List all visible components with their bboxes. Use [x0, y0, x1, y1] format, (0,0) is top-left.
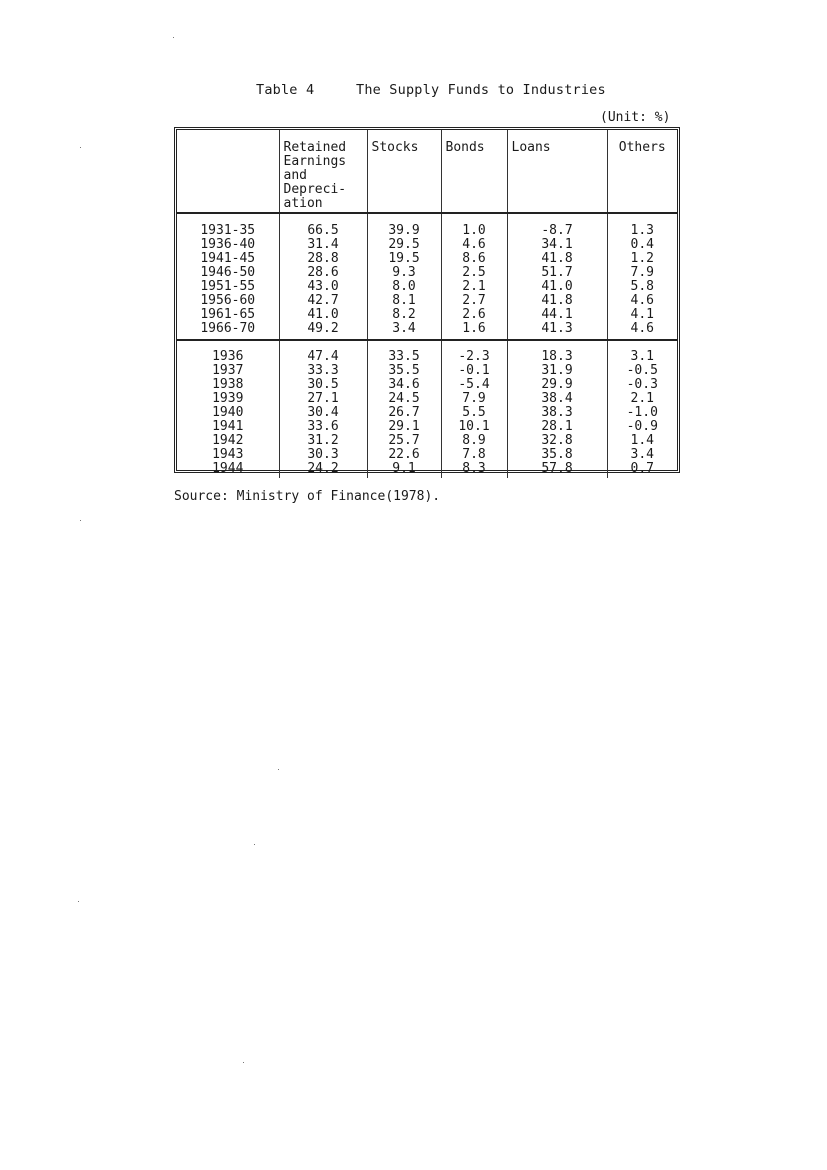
header-row — [177, 130, 677, 213]
table-row — [177, 462, 677, 478]
cell-others: 4.6 — [630, 293, 654, 308]
cell-others: 3.4 — [630, 447, 654, 462]
header-others: Others — [607, 130, 677, 213]
table-row — [177, 406, 677, 420]
cell-others: 0.7 — [630, 461, 654, 476]
cell-retained-earnings: 28.6 — [279, 266, 367, 280]
cell-bonds: 1.6 — [441, 322, 507, 340]
cell-bonds: 1.0 — [441, 213, 507, 238]
cell-others: 1.4 — [630, 433, 654, 448]
cell-period: 1931-35 — [177, 213, 279, 238]
table-row — [177, 252, 677, 266]
cell-stocks: 19.5 — [367, 252, 441, 266]
cell-bonds: 10.1 — [441, 420, 507, 434]
table-row — [177, 434, 677, 448]
cell-loans: 28.1 — [507, 420, 607, 434]
table-row — [177, 280, 677, 294]
scan-speck — [80, 147, 81, 148]
cell-stocks: 25.7 — [367, 434, 441, 448]
cell-others: 1.2 — [630, 251, 654, 266]
cell-retained-earnings: 30.4 — [279, 406, 367, 420]
table-row — [177, 266, 677, 280]
cell-bonds: 2.7 — [441, 294, 507, 308]
cell-period: 1942 — [177, 434, 279, 448]
cell-bonds: 5.5 — [441, 406, 507, 420]
cell-period: 1956-60 — [177, 294, 279, 308]
supply-funds-table — [177, 130, 677, 478]
cell-loans: 31.9 — [507, 364, 607, 378]
cell-retained-earnings: 42.7 — [279, 294, 367, 308]
data-table-frame — [174, 127, 680, 476]
cell-period: 1943 — [177, 448, 279, 462]
cell-others: 0.4 — [630, 237, 654, 252]
cell-period: 1951-55 — [177, 280, 279, 294]
cell-stocks: 26.7 — [367, 406, 441, 420]
cell-retained-earnings: 41.0 — [279, 308, 367, 322]
table-title: The Supply Funds to Industries — [356, 82, 606, 98]
period-averages-group — [177, 213, 677, 340]
cell-others: 4.6 — [607, 322, 677, 340]
table-row — [177, 448, 677, 462]
cell-period: 1941 — [177, 420, 279, 434]
table-row — [177, 420, 677, 434]
table-row — [177, 213, 677, 238]
table-row — [177, 364, 677, 378]
cell-bonds: -5.4 — [441, 378, 507, 392]
cell-retained-earnings: 30.5 — [279, 378, 367, 392]
cell-loans: 34.1 — [507, 238, 607, 252]
scan-speck — [173, 37, 174, 38]
cell-loans: 51.7 — [507, 266, 607, 280]
cell-others: -0.3 — [626, 377, 658, 392]
cell-loans: 41.8 — [507, 294, 607, 308]
cell-retained-earnings: 47.4 — [279, 340, 367, 364]
cell-stocks: 24.5 — [367, 392, 441, 406]
cell-period: 1946-50 — [177, 266, 279, 280]
table-row — [177, 322, 677, 340]
cell-period: 1941-45 — [177, 252, 279, 266]
cell-loans: -8.7 — [507, 213, 607, 238]
cell-bonds: 2.1 — [441, 280, 507, 294]
cell-others: -0.9 — [626, 419, 658, 434]
cell-stocks: 39.9 — [367, 213, 441, 238]
cell-stocks: 22.6 — [367, 448, 441, 462]
cell-period: 1937 — [177, 364, 279, 378]
scan-speck — [243, 1062, 244, 1063]
cell-stocks: 8.1 — [367, 294, 441, 308]
annual-values-group — [177, 340, 677, 478]
cell-stocks: 34.6 — [367, 378, 441, 392]
scan-speck — [80, 520, 81, 521]
cell-loans: 29.9 — [507, 378, 607, 392]
cell-loans: 41.8 — [507, 252, 607, 266]
cell-loans: 41.0 — [507, 280, 607, 294]
cell-retained-earnings: 30.3 — [279, 448, 367, 462]
cell-others: -1.0 — [626, 405, 658, 420]
cell-loans: 18.3 — [507, 340, 607, 364]
scan-speck — [254, 844, 255, 845]
cell-stocks: 9.3 — [367, 266, 441, 280]
cell-others: -0.5 — [626, 363, 658, 378]
cell-stocks: 3.4 — [367, 322, 441, 340]
cell-retained-earnings: 24.2 — [279, 462, 367, 478]
table-row — [177, 378, 677, 392]
cell-bonds: 4.6 — [441, 238, 507, 252]
cell-stocks: 8.2 — [367, 308, 441, 322]
cell-period: 1939 — [177, 392, 279, 406]
cell-retained-earnings: 66.5 — [279, 213, 367, 238]
cell-retained-earnings: 49.2 — [279, 322, 367, 340]
cell-others: 4.1 — [630, 307, 654, 322]
header-stocks: Stocks — [367, 130, 441, 213]
cell-stocks: 29.1 — [367, 420, 441, 434]
cell-stocks: 9.1 — [367, 462, 441, 478]
cell-loans: 41.3 — [507, 322, 607, 340]
table-row — [177, 340, 677, 364]
cell-period: 1938 — [177, 378, 279, 392]
source-note: Source: Ministry of Finance(1978). — [174, 489, 441, 504]
cell-others: 1.3 — [630, 223, 654, 238]
table-number: Table 4 — [256, 82, 315, 98]
cell-others: 3.1 — [630, 349, 654, 364]
cell-retained-earnings: 28.8 — [279, 252, 367, 266]
cell-retained-earnings: 43.0 — [279, 280, 367, 294]
cell-period: 1966-70 — [177, 322, 279, 340]
header-retained-earnings: Retained Earnings and Depreci- ation — [279, 130, 367, 213]
cell-others: 2.1 — [630, 391, 654, 406]
cell-loans: 38.3 — [507, 406, 607, 420]
cell-retained-earnings: 31.2 — [279, 434, 367, 448]
cell-retained-earnings: 31.4 — [279, 238, 367, 252]
cell-bonds: 7.8 — [441, 448, 507, 462]
cell-bonds: 7.9 — [441, 392, 507, 406]
cell-bonds: 2.6 — [441, 308, 507, 322]
table-row — [177, 238, 677, 252]
cell-stocks: 33.5 — [367, 340, 441, 364]
cell-bonds: 8.6 — [441, 252, 507, 266]
cell-others: 5.8 — [630, 279, 654, 294]
cell-retained-earnings: 27.1 — [279, 392, 367, 406]
cell-period: 1936 — [177, 340, 279, 364]
header-loans: Loans — [507, 130, 607, 213]
cell-period: 1936-40 — [177, 238, 279, 252]
cell-stocks: 35.5 — [367, 364, 441, 378]
header-period — [177, 130, 279, 213]
table-row — [177, 294, 677, 308]
scan-speck — [78, 901, 79, 902]
header-bonds: Bonds — [441, 130, 507, 213]
unit-note: (Unit: %) — [600, 110, 671, 125]
cell-period: 1940 — [177, 406, 279, 420]
cell-stocks: 29.5 — [367, 238, 441, 252]
cell-bonds: -2.3 — [441, 340, 507, 364]
cell-others: 7.9 — [630, 265, 654, 280]
cell-period: 1944 — [177, 462, 279, 478]
scan-speck — [278, 769, 279, 770]
table-caption — [256, 82, 606, 98]
cell-loans: 38.4 — [507, 392, 607, 406]
cell-bonds: -0.1 — [441, 364, 507, 378]
cell-loans: 32.8 — [507, 434, 607, 448]
cell-bonds: 8.9 — [441, 434, 507, 448]
cell-retained-earnings: 33.3 — [279, 364, 367, 378]
cell-loans: 44.1 — [507, 308, 607, 322]
cell-bonds: 8.3 — [441, 462, 507, 478]
cell-loans: 57.8 — [507, 462, 607, 478]
cell-retained-earnings: 33.6 — [279, 420, 367, 434]
table-row — [177, 308, 677, 322]
cell-bonds: 2.5 — [441, 266, 507, 280]
cell-loans: 35.8 — [507, 448, 607, 462]
cell-stocks: 8.0 — [367, 280, 441, 294]
cell-period: 1961-65 — [177, 308, 279, 322]
table-row — [177, 392, 677, 406]
